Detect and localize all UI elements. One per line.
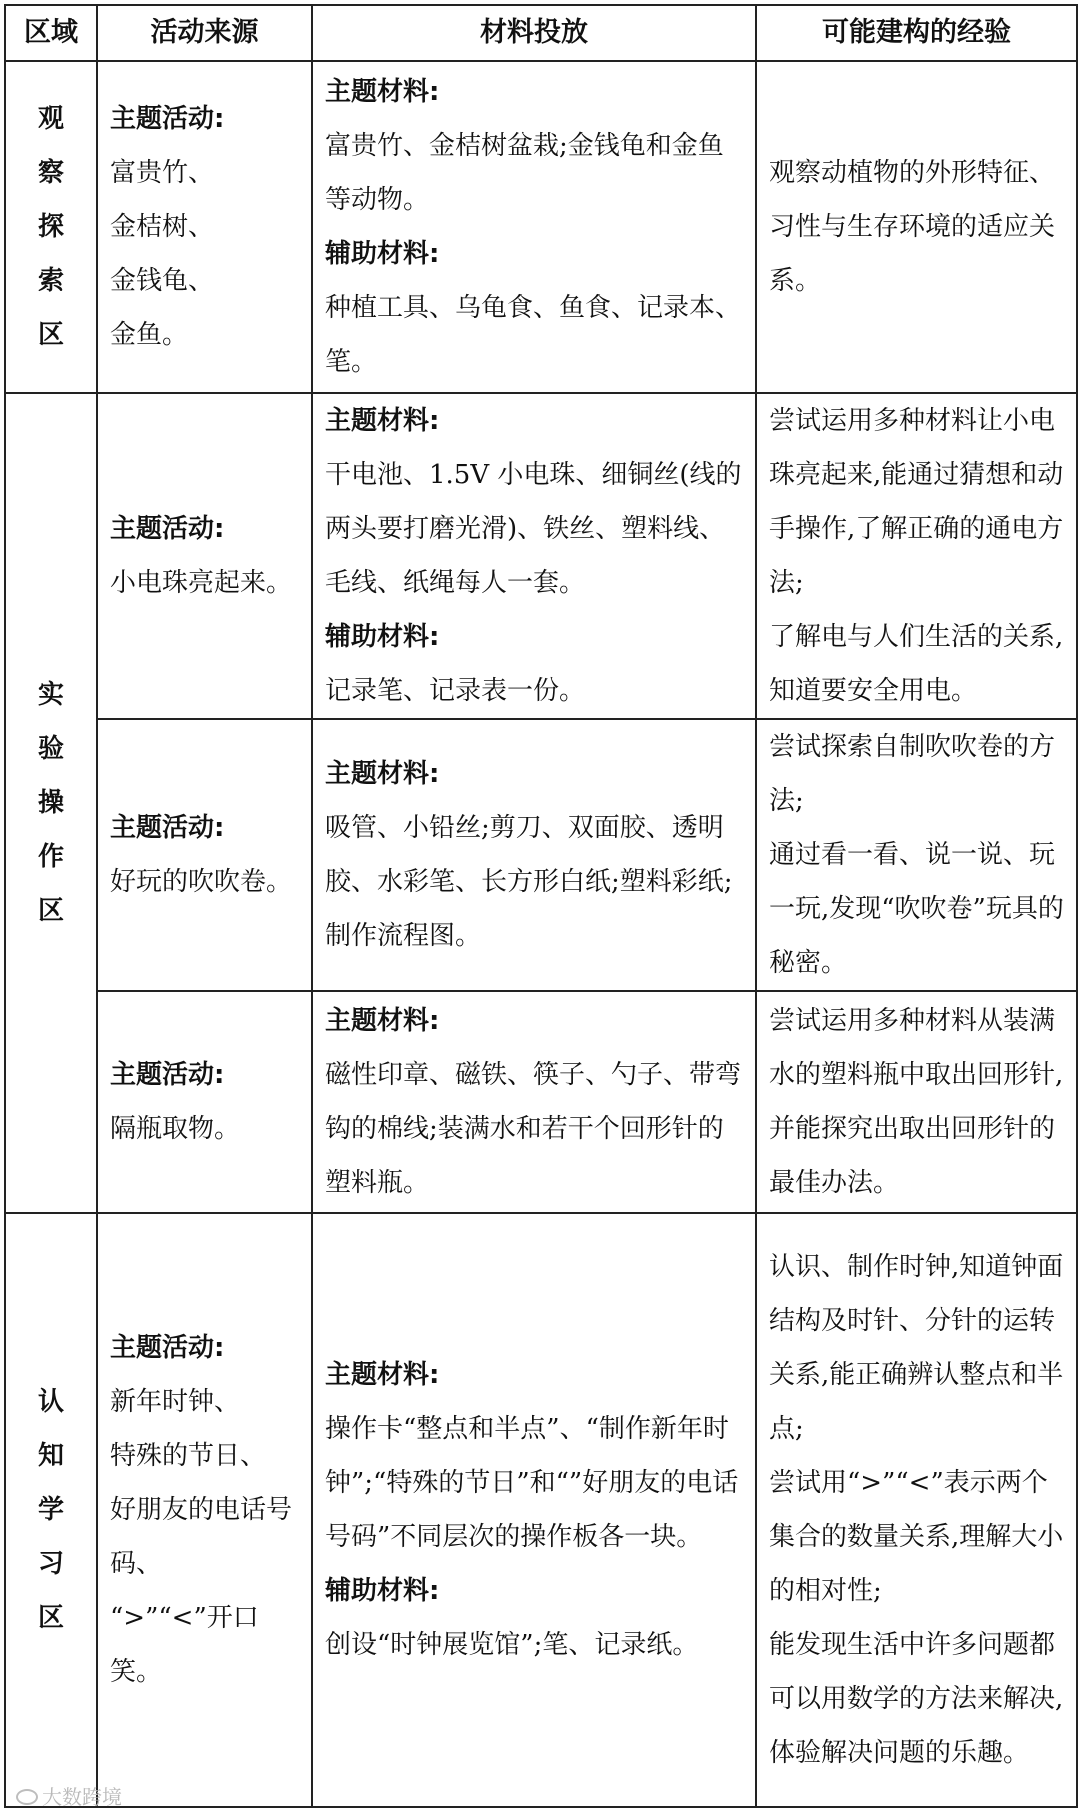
- header-experience: 可能建构的经验: [756, 5, 1077, 61]
- activity-source-cell: [97, 991, 312, 1213]
- theme-materials-label: 主题材料:: [325, 1006, 440, 1036]
- header-area: 区域: [5, 5, 97, 61]
- area-char: 验: [37, 734, 64, 764]
- experience-cell: [756, 61, 1077, 393]
- activity-source-cell: [97, 1213, 312, 1807]
- experience-text: 尝试运用多种材料从装满水的塑料瓶中取出回形针,并能探究出取出回形针的最佳办法。: [769, 1006, 1064, 1198]
- activity-source-line: 好玩的吹吹卷。: [110, 867, 293, 897]
- area-char: 操: [37, 788, 64, 818]
- activity-source-line: 金鱼。: [110, 320, 189, 350]
- table-row: [5, 61, 1077, 393]
- materials-cell: [312, 393, 756, 719]
- theme-materials-text: 吸管、小铅丝;剪刀、双面胶、透明胶、水彩笔、长方形白纸;塑料彩纸;制作流程图。: [325, 813, 733, 951]
- table-row: [5, 1213, 1077, 1807]
- experience-text: 尝试运用多种材料让小电珠亮起来,能通过猜想和动手操作,了解正确的通电方法;: [769, 406, 1064, 598]
- header-activity-source: 活动来源: [97, 5, 312, 61]
- experience-cell: [756, 1213, 1077, 1807]
- theme-materials-text: 干电池、1.5V 小电珠、细铜丝(线的两头要打磨光滑)、铁丝、塑料线、毛线、纸绳每人一套。: [325, 460, 742, 598]
- watermark-text: 大数跨境: [42, 1785, 122, 1809]
- materials-cell: [312, 61, 756, 393]
- area-char: 认: [37, 1387, 64, 1417]
- experience-cell: [756, 393, 1077, 719]
- table-row: [5, 991, 1077, 1213]
- activity-source-line: 小电珠亮起来。: [110, 568, 293, 598]
- aux-materials-text: 记录笔、记录表一份。: [325, 676, 586, 706]
- activity-source-line: 特殊的节日、: [110, 1441, 267, 1471]
- area-char: 实: [37, 680, 64, 710]
- materials-cell: [312, 1213, 756, 1807]
- experience-text: 观察动植物的外形特征、习性与生存环境的适应关系。: [769, 158, 1056, 296]
- area-cognitive: [5, 1213, 97, 1807]
- aux-materials-text: 种植工具、乌龟食、鱼食、记录本、笔。: [325, 293, 742, 377]
- aux-materials-label: 辅助材料:: [325, 622, 440, 652]
- experience-text: 尝试用“>”“<”表示两个集合的数量关系,理解大小的相对性;: [769, 1468, 1064, 1606]
- area-char: 习: [37, 1549, 64, 1579]
- area-char: 作: [37, 842, 64, 872]
- area-char: 区: [37, 1603, 64, 1633]
- activity-source-cell: [97, 61, 312, 393]
- experience-cell: [756, 719, 1077, 991]
- activity-source-line: 金桔树、: [110, 212, 215, 242]
- materials-cell: [312, 719, 756, 991]
- area-char: 区: [37, 320, 64, 350]
- theme-materials-label: 主题材料:: [325, 1360, 440, 1390]
- activity-source-line: 新年时钟、: [110, 1387, 241, 1417]
- activity-source-cell: [97, 719, 312, 991]
- table-header-row: [5, 5, 1077, 61]
- activity-plan-table: [4, 4, 1078, 1808]
- aux-materials-label: 辅助材料:: [325, 1576, 440, 1606]
- activity-source-label: 主题活动:: [110, 1333, 225, 1363]
- area-char: 学: [37, 1495, 64, 1525]
- watermark-logo-icon: [16, 1789, 38, 1805]
- area-char: 察: [37, 158, 64, 188]
- area-char: 观: [37, 104, 64, 134]
- experience-cell: [756, 991, 1077, 1213]
- area-char: 索: [37, 266, 64, 296]
- area-char: 知: [37, 1441, 64, 1471]
- activity-source-label: 主题活动:: [110, 104, 225, 134]
- activity-source-cell: [97, 393, 312, 719]
- table-row: [5, 719, 1077, 991]
- aux-materials-text: 创设“时钟展览馆”;笔、记录纸。: [325, 1630, 699, 1660]
- area-experiment: [5, 393, 97, 1213]
- theme-materials-label: 主题材料:: [325, 759, 440, 789]
- area-char: 探: [37, 212, 64, 242]
- theme-materials-label: 主题材料:: [325, 77, 440, 107]
- experience-text: 通过看一看、说一说、玩一玩,发现“吹吹卷”玩具的秘密。: [769, 840, 1064, 978]
- activity-source-label: 主题活动:: [110, 514, 225, 544]
- activity-source-label: 主题活动:: [110, 813, 225, 843]
- theme-materials-text: 操作卡“整点和半点”、“制作新年时钟”;“特殊的节日”和“”好朋友的电话号码”不同层次的操作板各一块。: [325, 1414, 739, 1552]
- area-char: 区: [37, 896, 64, 926]
- header-materials: 材料投放: [312, 5, 756, 61]
- experience-text: 认识、制作时钟,知道钟面结构及时针、分针的运转关系,能正确辨认整点和半点;: [769, 1252, 1064, 1444]
- aux-materials-label: 辅助材料:: [325, 239, 440, 269]
- materials-cell: [312, 991, 756, 1213]
- activity-source-line: 好朋友的电话号码、: [110, 1495, 293, 1579]
- experience-text: 能发现生活中许多问题都可以用数学的方法来解决,体验解决问题的乐趣。: [769, 1630, 1064, 1768]
- activity-source-line: 富贵竹、: [110, 158, 215, 188]
- activity-source-line: 隔瓶取物。: [110, 1114, 241, 1144]
- experience-text: 尝试探索自制吹吹卷的方法;: [769, 732, 1056, 816]
- table-row: [5, 393, 1077, 719]
- experience-text: 了解电与人们生活的关系,知道要安全用电。: [769, 622, 1064, 706]
- theme-materials-text: 磁性印章、磁铁、筷子、勺子、带弯钩的棉线;装满水和若干个回形针的塑料瓶。: [325, 1060, 742, 1198]
- theme-materials-text: 富贵竹、金桔树盆栽;金钱龟和金鱼等动物。: [325, 131, 724, 215]
- activity-source-line: “>”“<”开口笑。: [110, 1603, 259, 1687]
- watermark: [16, 1786, 122, 1808]
- activity-source-line: 金钱龟、: [110, 266, 215, 296]
- theme-materials-label: 主题材料:: [325, 406, 440, 436]
- activity-source-label: 主题活动:: [110, 1060, 225, 1090]
- area-observation: [5, 61, 97, 393]
